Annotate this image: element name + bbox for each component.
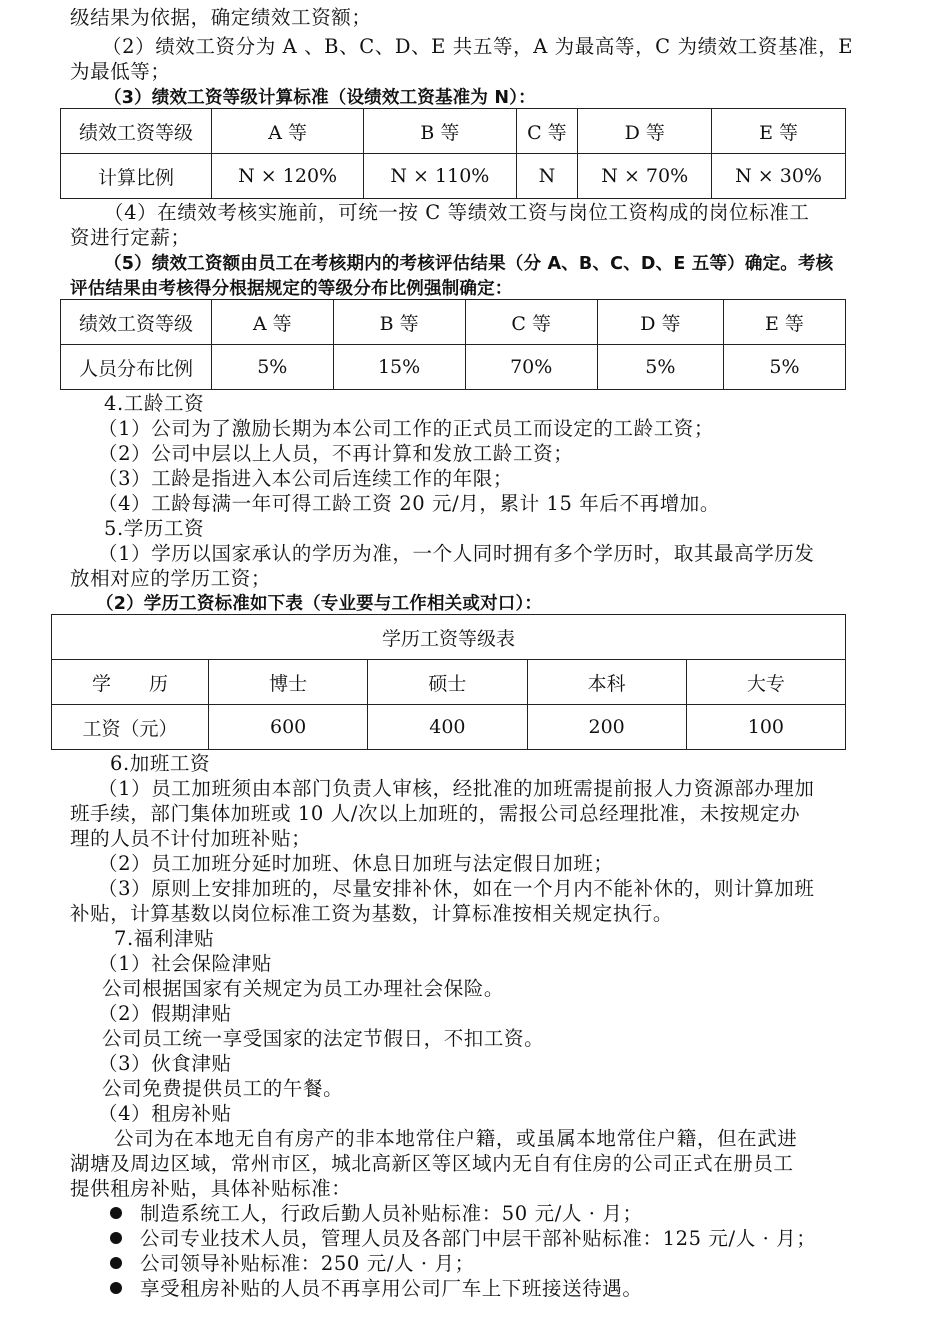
table-title: 学历工资等级表: [52, 615, 846, 660]
table-cell: 100: [686, 705, 845, 750]
text-line: （3）伙食津贴: [98, 1052, 232, 1075]
table-cell: 5%: [597, 345, 723, 390]
table-cell: N × 70%: [578, 154, 712, 199]
text-line: 资进行定薪；: [70, 226, 191, 249]
table-header-row: [61, 300, 846, 345]
text-line: 理的人员不计付加班补贴；: [70, 827, 312, 850]
section-heading: 7.福利津贴: [114, 927, 215, 950]
text-line: （2）绩效工资分为 A 、B、C、D、E 共五等，A 为最高等，C 为绩效工资基准，E: [102, 35, 854, 58]
table-cell: 5%: [723, 345, 845, 390]
bullet-icon: [110, 1232, 122, 1244]
text-line: （4）租房补贴: [98, 1102, 232, 1125]
table-cell: C 等: [516, 109, 578, 154]
text-line: 补贴，计算基数以岗位标准工资为基数，计算标准按相关规定执行。: [70, 902, 674, 925]
table-cell: 硕士: [368, 660, 527, 705]
text-line: 班手续，部门集体加班或 10 人/次以上加班的，需报公司总经理批准，未按规定办: [70, 802, 801, 825]
text-line: （4）在绩效考核实施前，可统一按 C 等绩效工资与岗位工资构成的岗位标准工: [104, 201, 810, 224]
text-line: 公司为在本地无自有房产的非本地常住户籍，或虽属本地常住户籍，但在武进: [114, 1127, 798, 1150]
section-heading: 4.工龄工资: [104, 392, 205, 415]
table-cell: 绩效工资等级: [61, 109, 212, 154]
bullet-text: 享受租房补贴的人员不再享用公司厂车上下班接送待遇。: [140, 1277, 643, 1300]
text-line: 公司免费提供员工的午餐。: [102, 1077, 344, 1100]
text-line: （2）学历工资标准如下表（专业要与工作相关或对口）：: [96, 594, 543, 614]
table-cell: N × 110%: [364, 154, 516, 199]
text-line: （1）员工加班须由本部门负责人审核，经批准的加班需提前报人力资源部办理加: [98, 777, 815, 800]
table-cell: E 等: [723, 300, 845, 345]
table-header-row: [52, 660, 846, 705]
table-cell: N × 120%: [212, 154, 364, 199]
table-cell: 大专: [686, 660, 845, 705]
bullet-item: [110, 1227, 816, 1251]
text-line: （1）学历以国家承认的学历为准，一个人同时拥有多个学历时，取其最高学历发: [98, 542, 815, 565]
text-line: （3）绩效工资等级计算标准（设绩效工资基准为 N）：: [104, 88, 536, 108]
table-cell: B 等: [364, 109, 516, 154]
bullet-item: [110, 1202, 643, 1226]
text-line: 放相对应的学历工资；: [70, 567, 272, 590]
table-cell: 博士: [209, 660, 368, 705]
education-salary-table: [51, 614, 846, 750]
text-line: （2）员工加班分延时加班、休息日加班与法定假日加班；: [98, 852, 614, 875]
bullet-icon: [110, 1257, 122, 1269]
distribution-ratio-table: [60, 299, 846, 390]
table-row: [61, 345, 846, 390]
section-heading: 5.学历工资: [104, 517, 205, 540]
text-line: 湖塘及周边区域，常州市区，城北高新区等区域内无自有住房的公司正式在册员工: [70, 1152, 794, 1175]
table-row: [61, 154, 846, 199]
bullet-icon: [110, 1282, 122, 1294]
section-heading: 6.加班工资: [110, 752, 211, 775]
table-cell: 70%: [465, 345, 597, 390]
table-cell: C 等: [465, 300, 597, 345]
bullet-item: [110, 1252, 475, 1276]
table-cell: N: [516, 154, 578, 199]
table-header-row: [61, 109, 846, 154]
text-line: （1）社会保险津贴: [98, 952, 272, 975]
text-line: （5）绩效工资额由员工在考核期内的考核评估结果（分 A、B、C、D、E 五等）确定。考核: [104, 254, 834, 274]
bullet-item: [110, 1277, 643, 1301]
text-line: 公司根据国家有关规定为员工办理社会保险。: [102, 977, 505, 1000]
bullet-text: 公司专业技术人员，管理人员及各部门中层干部补贴标准：125 元/人 · 月；: [140, 1227, 817, 1250]
bullet-text: 制造系统工人，行政后勤人员补贴标准：50 元/人 · 月；: [140, 1202, 643, 1225]
text-line: （1）公司为了激励长期为本公司工作的正式员工而设定的工龄工资；: [98, 417, 715, 440]
table-cell: D 等: [597, 300, 723, 345]
table-cell: 工资（元）: [52, 705, 209, 750]
table-cell: A 等: [212, 300, 334, 345]
text-line: （3）工龄是指进入本公司后连续工作的年限；: [98, 467, 514, 490]
text-line: 评估结果由考核得分根据规定的等级分布比例强制确定：: [70, 279, 513, 299]
table-cell: 绩效工资等级: [61, 300, 212, 345]
text-line: （4）工龄每满一年可得工龄工资 20 元/月，累计 15 年后不再增加。: [98, 492, 720, 515]
table-cell: 本科: [527, 660, 686, 705]
table-cell: 15%: [333, 345, 465, 390]
text-line: （2）假期津贴: [98, 1002, 232, 1025]
table-cell: 学 历: [52, 660, 209, 705]
table-title-row: [52, 615, 846, 660]
table-cell: N × 30%: [712, 154, 846, 199]
table-cell: D 等: [578, 109, 712, 154]
table-cell: B 等: [333, 300, 465, 345]
text-line: （3）原则上安排加班的，尽量安排补休，如在一个月内不能补休的，则计算加班: [98, 877, 815, 900]
bullet-icon: [110, 1207, 122, 1219]
table-cell: 5%: [212, 345, 334, 390]
text-line: 提供租房补贴，具体补贴标准：: [70, 1177, 352, 1200]
text-line: 公司员工统一享受国家的法定节假日，不扣工资。: [102, 1027, 545, 1050]
table-cell: 400: [368, 705, 527, 750]
table-cell: E 等: [712, 109, 846, 154]
table-cell: 人员分布比例: [61, 345, 212, 390]
text-line: 为最低等；: [70, 60, 171, 83]
table-row: [52, 705, 846, 750]
table-cell: 计算比例: [61, 154, 212, 199]
text-line: （2）公司中层以上人员，不再计算和发放工龄工资；: [98, 442, 574, 465]
table-cell: A 等: [212, 109, 364, 154]
bullet-text: 公司领导补贴标准：250 元/人 · 月；: [140, 1252, 475, 1275]
table-cell: 200: [527, 705, 686, 750]
text-line: 级结果为依据，确定绩效工资额；: [70, 6, 372, 29]
table-cell: 600: [209, 705, 368, 750]
performance-ratio-table: [60, 108, 846, 199]
